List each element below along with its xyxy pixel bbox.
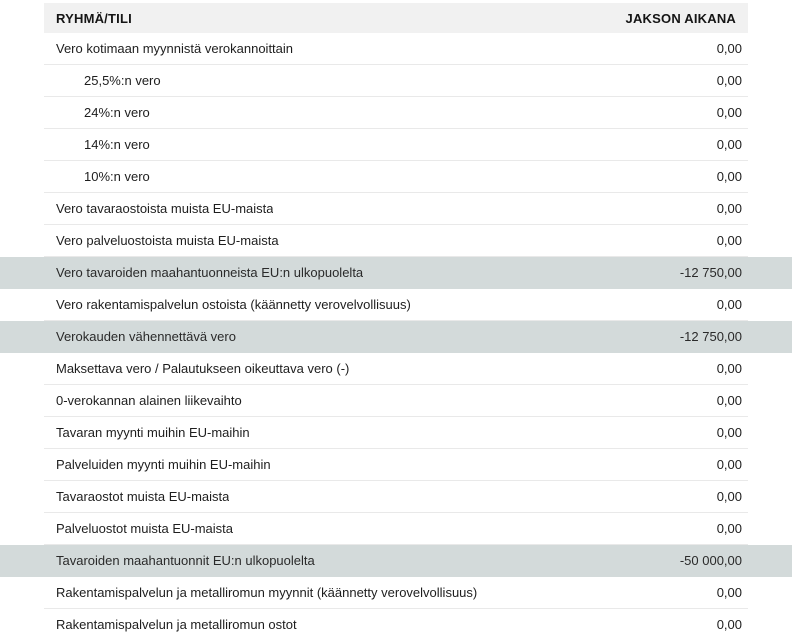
row-label: Vero rakentamispalvelun ostoista (käännetty verovelvollisuus): [56, 297, 411, 312]
row-label: 14%:n vero: [84, 137, 150, 152]
row-value: 0,00: [716, 73, 742, 88]
row-value: 0,00: [716, 137, 742, 152]
row-value: 0,00: [716, 489, 742, 504]
table-row: [44, 129, 748, 161]
row-label: Vero kotimaan myynnistä verokannoittain: [56, 41, 294, 56]
row-label: 24%:n vero: [84, 105, 150, 120]
row-label: Rakentamispalvelun ja metalliromun ostot: [56, 617, 297, 632]
column-header-period: JAKSON AIKANA: [625, 10, 736, 26]
table-row: [44, 513, 748, 545]
table-row: [44, 225, 748, 257]
row-label: Tavaroiden maahantuonnit EU:n ulkopuolelta: [56, 553, 315, 568]
row-value: 0,00: [716, 521, 742, 536]
row-label: Palveluostot muista EU-maista: [56, 521, 234, 536]
table-row: [44, 161, 748, 193]
row-label: Palveluiden myynti muihin EU-maihin: [56, 457, 271, 472]
table-row: [44, 289, 748, 321]
row-value: 0,00: [716, 361, 742, 376]
row-value: 0,00: [716, 617, 742, 632]
row-label: Tavaran myynti muihin EU-maihin: [56, 425, 250, 440]
row-value: 0,00: [716, 169, 742, 184]
row-value: -12 750,00: [679, 265, 742, 280]
table-row: [0, 257, 792, 289]
row-label: Tavaraostot muista EU-maista: [56, 489, 230, 504]
row-label: Rakentamispalvelun ja metalliromun myynnit (käännetty verovelvollisuus): [56, 585, 478, 600]
row-value: 0,00: [716, 585, 742, 600]
row-label: Vero palveluostoista muista EU-maista: [56, 233, 279, 248]
row-label: 10%:n vero: [84, 169, 150, 184]
row-label: Vero tavaroiden maahantuonneista EU:n ulkopuolelta: [56, 265, 364, 280]
row-value: -12 750,00: [679, 329, 742, 344]
row-value: 0,00: [716, 393, 742, 408]
row-label: Maksettava vero / Palautukseen oikeuttava vero (-): [56, 361, 350, 376]
column-header-group: RYHMÄ/TILI: [56, 10, 132, 26]
row-value: 0,00: [716, 233, 742, 248]
row-label: Verokauden vähennettävä vero: [56, 329, 236, 344]
row-value: 0,00: [716, 41, 742, 56]
row-value: 0,00: [716, 201, 742, 216]
table-row: [44, 417, 748, 449]
row-label: 0-verokannan alainen liikevaihto: [56, 393, 242, 408]
row-value: 0,00: [716, 457, 742, 472]
table-row: [44, 481, 748, 513]
table-header: [44, 3, 748, 33]
table-row: [44, 33, 748, 65]
row-value: 0,00: [716, 105, 742, 120]
table-body: [0, 33, 792, 635]
table-row: [44, 449, 748, 481]
table-row: [44, 193, 748, 225]
row-value: -50 000,00: [679, 553, 742, 568]
table-row: [44, 577, 748, 609]
table-row: [44, 97, 748, 129]
row-value: 0,00: [716, 425, 742, 440]
table-row: [44, 65, 748, 97]
table-row: [44, 385, 748, 417]
table-row: [0, 545, 792, 577]
row-label: Vero tavaraostoista muista EU-maista: [56, 201, 274, 216]
table-row: [0, 321, 792, 353]
table-row: [44, 609, 748, 635]
row-label: 25,5%:n vero: [84, 73, 161, 88]
row-value: 0,00: [716, 297, 742, 312]
table-row: [44, 353, 748, 385]
